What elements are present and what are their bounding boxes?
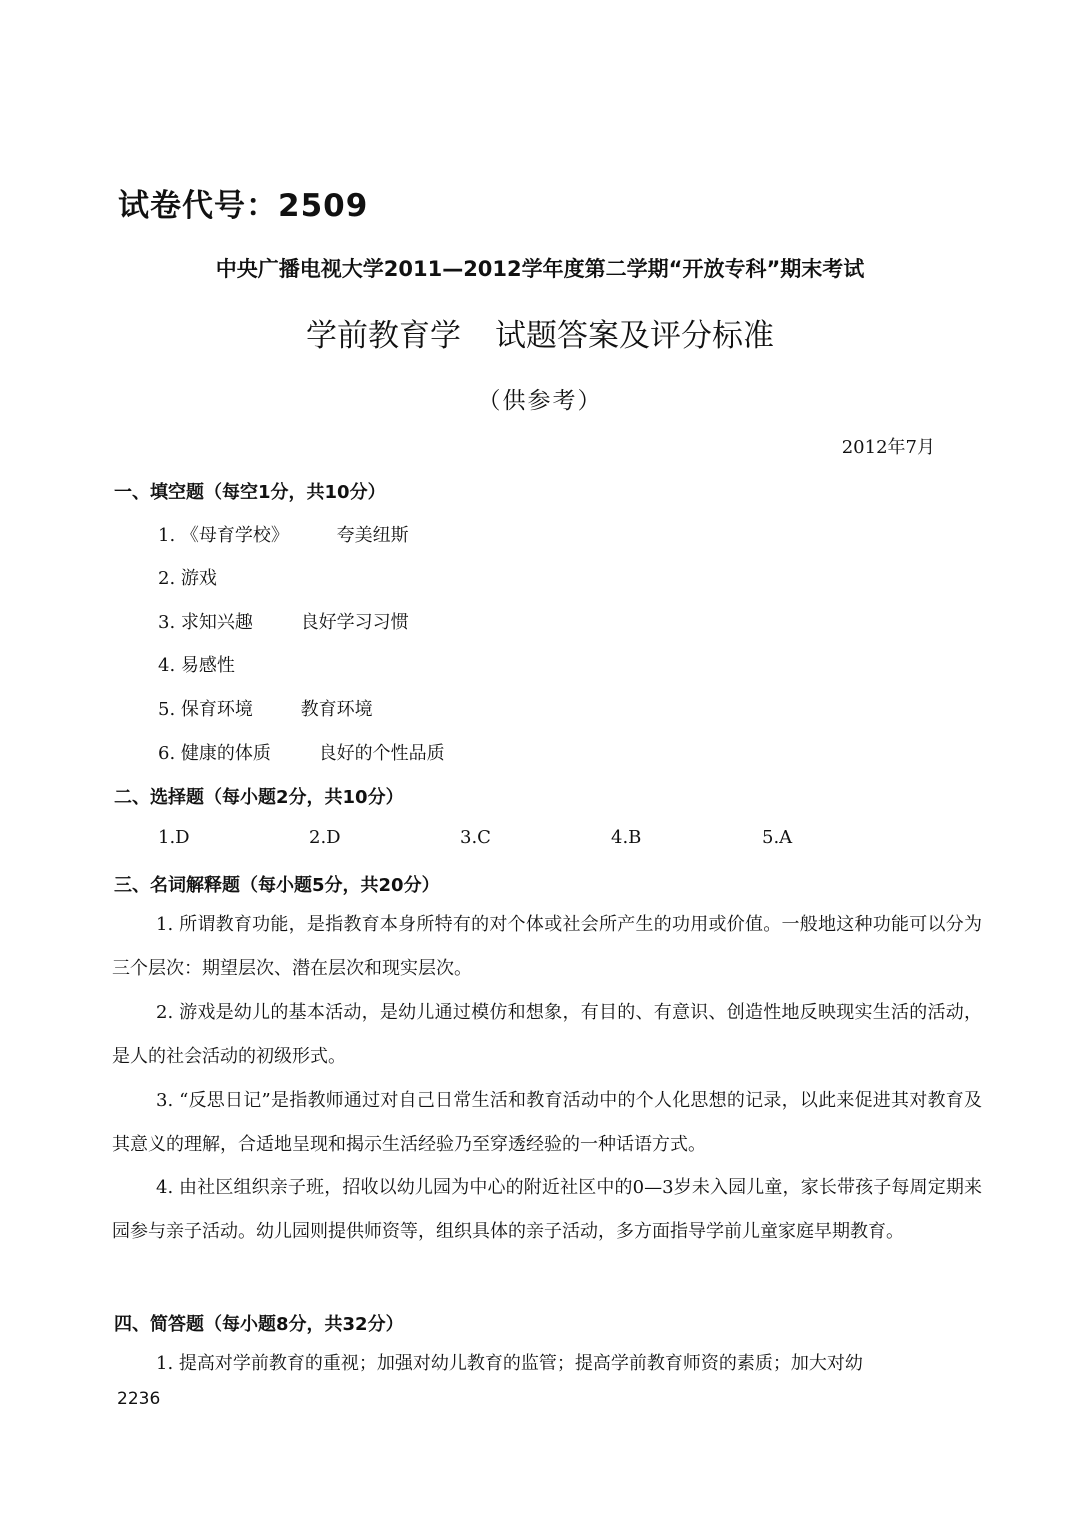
item-answer-second: 教育环境 — [300, 699, 373, 720]
page-number: 2236 — [117, 1389, 161, 1409]
section-heading-term-definitions: 三、名词解释题（每小题5分，共20分） — [114, 875, 440, 896]
reference-note: （供参考） — [477, 388, 603, 414]
item-answer-second: 夸美纽斯 — [336, 525, 409, 546]
choice-answers — [158, 827, 913, 848]
item-number: 4. — [158, 655, 176, 676]
fill-in-item — [158, 651, 235, 677]
item-answer: 求知兴趣 — [180, 612, 253, 633]
document-title — [0, 310, 1080, 355]
choice-answer: 1.D — [158, 827, 190, 848]
fill-in-item — [158, 521, 409, 547]
choice-answer: 3.C — [460, 827, 491, 848]
item-answer: 健康的体质 — [180, 743, 271, 764]
item-number: 6. — [158, 743, 176, 764]
fill-in-item — [158, 739, 445, 765]
fill-in-item — [158, 564, 217, 590]
definition-paragraph: 1. 所谓教育功能，是指教育本身所特有的对个体或社会所产生的功用或价值。一般地这种功能可以分为三个层次：期望层次、潜在层次和现实层次。 — [112, 914, 982, 979]
choice-answer: 5.A — [762, 827, 793, 848]
choice-answer: 4.B — [611, 827, 642, 848]
course-title: 学前教育学 — [306, 318, 461, 354]
item-number: 3. — [158, 612, 176, 633]
answer-title: 试题答案及评分标准 — [495, 318, 774, 354]
item-answer: 游戏 — [180, 568, 217, 589]
short-answer-paragraph: 1. 提高对学前教育的重视；加强对幼儿教育的监管；提高学前教育师资的素质；加大对幼 — [156, 1353, 863, 1374]
item-answer-second: 良好的个性品质 — [318, 743, 445, 764]
exam-date: 2012年7月 — [841, 437, 935, 458]
section-heading-short-answer: 四、简答题（每小题8分，共32分） — [114, 1314, 404, 1335]
fill-in-item — [158, 608, 409, 634]
definition-paragraph: 4. 由社区组织亲子班，招收以幼儿园为中心的附近社区中的0—3岁未入园儿童，家长带孩子每周定期来园参与亲子活动。幼儿园则提供师资等，组织具体的亲子活动，多方面指导学前儿童家庭早期教育。 — [112, 1177, 982, 1242]
item-answer: 保育环境 — [180, 699, 253, 720]
item-number: 2. — [158, 568, 176, 589]
exam-title: 中央广播电视大学2011—2012学年度第二学期“开放专科”期末考试 — [215, 257, 865, 281]
item-answer: 易感性 — [180, 655, 235, 676]
definition-paragraph: 3. “反思日记”是指教师通过对自己日常生活和教育活动中的个人化思想的记录，以此来促进其对教育及其意义的理解，合适地呈现和揭示生活经验乃至穿透经验的一种话语方式。 — [112, 1090, 982, 1155]
section-heading-fill-in: 一、填空题（每空1分，共10分） — [114, 482, 386, 503]
item-answer: 《母育学校》 — [180, 525, 289, 546]
definition-paragraph: 2. 游戏是幼儿的基本活动，是幼儿通过模仿和想象，有目的、有意识、创造性地反映现实生活的活动，是人的社会活动的初级形式。 — [112, 1002, 982, 1067]
section-heading-multiple-choice: 二、选择题（每小题2分，共10分） — [114, 787, 404, 808]
item-number: 5. — [158, 699, 176, 720]
choice-answer: 2.D — [309, 827, 341, 848]
item-answer-second: 良好学习习惯 — [300, 612, 409, 633]
paper-code: 试卷代号：2509 — [118, 188, 369, 224]
item-number: 1. — [158, 525, 176, 546]
fill-in-item — [158, 695, 373, 721]
